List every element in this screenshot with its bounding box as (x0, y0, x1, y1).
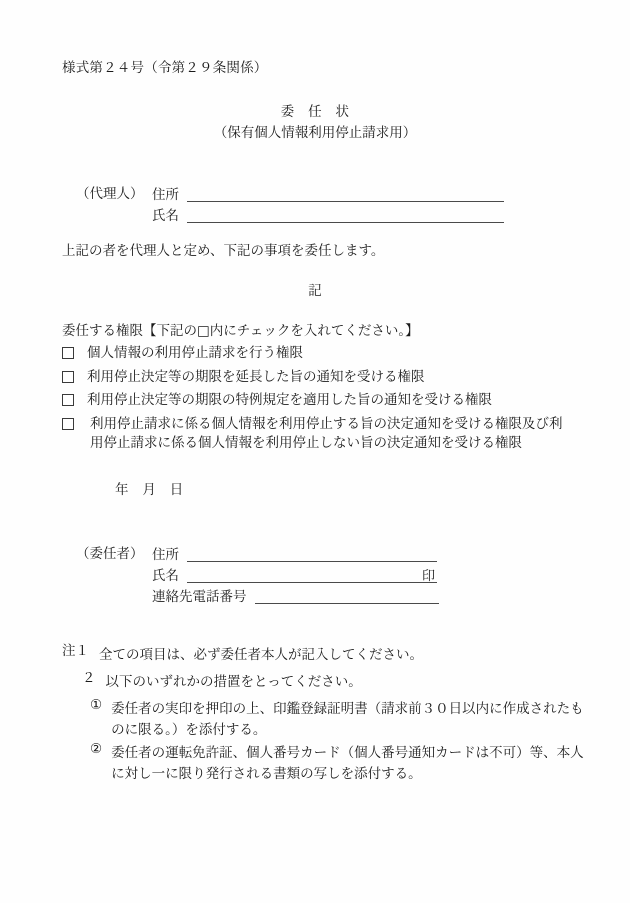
delegator-name-input[interactable] (187, 567, 437, 583)
checkbox-label: 利用停止請求に係る個人情報を利用停止する旨の決定通知を受ける権限及び利用停止請求に係る個人情報を利用停止しない旨の決定通知を受ける権限 (90, 415, 563, 452)
delegator-phone-label: 連絡先電話番号 (152, 588, 247, 605)
note-subitem-1 (90, 696, 602, 741)
agent-address-input[interactable] (187, 186, 504, 202)
note-text: 以下のいずれかの措置をとってください。 (105, 673, 362, 690)
checkbox-icon[interactable] (62, 418, 74, 430)
notes-label: 注１ (62, 643, 89, 659)
form-number: 様式第２４号（令第２９条関係） (62, 60, 268, 76)
agent-name-input[interactable] (187, 207, 504, 223)
delegator-name-label: 氏名 (152, 567, 179, 584)
delegator-address-label: 住所 (152, 546, 179, 563)
checkbox-label: 個人情報の利用停止請求を行う権限 (87, 345, 303, 361)
checkbox-item-2[interactable] (62, 368, 582, 387)
notes-section (62, 645, 602, 787)
authority-checkbox-list (62, 344, 582, 458)
ki-mark: 記 (308, 283, 322, 299)
note-sub-text: 委任者の運転免許証、個人番号カード（個人番号通知カードは不可）等、本人に対し一に限り発行される書類の写しを添付する。 (111, 744, 584, 782)
checkbox-label: 利用停止決定等の期限の特例規定を適用した旨の通知を受ける権限 (87, 392, 492, 409)
note-sub-marker: ② (90, 740, 103, 757)
delegator-party-label: （委任者） (76, 546, 144, 562)
document-title: 委 任 状 (280, 104, 350, 120)
delegator-name-row (152, 567, 437, 583)
delegator-address-input[interactable] (187, 546, 437, 562)
date-line: 年 月 日 (115, 482, 184, 498)
delegator-phone-row (152, 588, 439, 604)
seal-stamp-icon: 印 (421, 569, 435, 584)
delegator-phone-input[interactable] (255, 588, 439, 604)
agent-address-row (152, 186, 504, 202)
checkbox-icon[interactable] (62, 394, 74, 406)
authority-heading: 委任する権限【下記の□内にチェックを入れてください。】 (62, 323, 419, 339)
checkbox-icon[interactable] (62, 347, 74, 359)
checkbox-item-4[interactable] (62, 415, 582, 453)
document-subtitle: （保有個人情報利用停止請求用） (213, 125, 417, 141)
agent-address-label: 住所 (152, 186, 179, 203)
note-item-1 (62, 645, 602, 666)
checkbox-item-1[interactable] (62, 344, 582, 363)
note-sub-marker: ① (90, 696, 103, 713)
note-text: 全ての項目は、必ず委任者本人が記入してください。 (99, 647, 423, 663)
note-sub-text: 委任者の実印を押印の上、印鑑登録証明書（請求前３０日以内に作成されたものに限る。）を添付する。 (111, 700, 584, 738)
agent-party-label: （代理人） (76, 186, 144, 202)
delegator-address-row (152, 546, 437, 562)
note-marker: ２ (82, 669, 96, 686)
checkbox-item-3[interactable] (62, 391, 582, 410)
agent-name-label: 氏名 (152, 207, 179, 224)
checkbox-icon[interactable] (62, 371, 74, 383)
delegation-sentence: 上記の者を代理人と定め、下記の事項を委任します。 (62, 243, 385, 259)
note-item-2 (82, 669, 602, 693)
checkbox-label: 利用停止決定等の期限を延長した旨の通知を受ける権限 (87, 368, 425, 385)
agent-name-row (152, 207, 504, 223)
note-subitem-2 (90, 740, 602, 785)
